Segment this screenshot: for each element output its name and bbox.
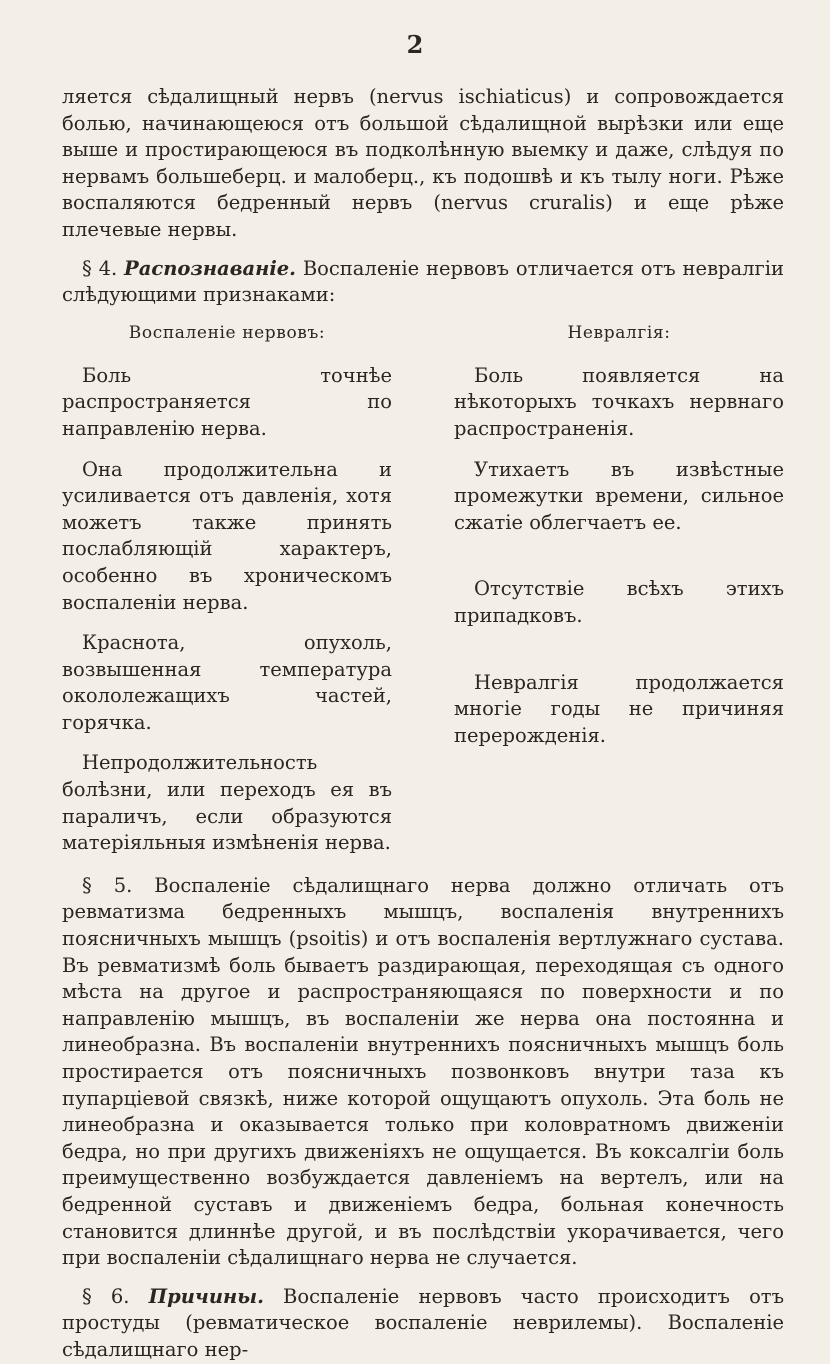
right-item: Невралгія продолжается многіе годы не причиняя перерожденія. <box>454 670 784 747</box>
section-6-paragraph <box>62 1284 784 1364</box>
section-5-paragraph <box>62 873 784 1272</box>
section-5-text: Воспаленіе сѣдалищнаго нерва должно отличать отъ ревматизма бедренныхъ мышцъ, воспаленія внутреннихъ поясничныхъ мышцъ (psoitis) и отъ воспаленія вертлужнаго сустава. Въ ревматизмѣ боль бываетъ раздирающая, переходящая съ одного мѣста на другое и распространяющаяся по поверхности и по направленію мышцъ, въ воспаленіи же нерва она постоянна и линеобразна. Въ воспаленіи внутреннихъ поясничныхъ мышцъ боль простирается отъ поясничныхъ позвонковъ внутри таза къ пупарціевой связкѣ, ниже которой ощущаютъ опухоль. Эта боль не линеобразна и оказывается только при коловратномъ движеніи бедра, но при другихъ движеніяхъ не ощущается. Въ коксалгіи боль преимущественно возбуждается давленіемъ на вертелъ, или на бедренной суставъ и движеніемъ бедра, больная конечность становится длиннѣе другой, и въ послѣдствіи укорачивается, чего при воспаленіи сѣдалищнаго нерва не случается. <box>62 873 784 1270</box>
section-6-heading: Причины. <box>148 1284 264 1308</box>
section-5-number: § 5. <box>82 873 133 897</box>
intro-paragraph: ляется сѣдалищный нервъ (nervus ischiaticus) и сопровождается болью, начинающеюся отъ большой сѣдалищной вырѣзки или еще выше и простирающеюся въ подколѣнную выемку и даже, слѣдуя по нервамъ большеберц. и малоберц., къ подошвѣ и къ тылу ноги. Рѣже воспаляются бедренный нервъ (nervus cruralis) и еще рѣже плечевые нервы. <box>62 85 784 241</box>
right-item: Утихаетъ въ извѣстные промежутки времени, сильное сжатіе облегчаетъ ее. <box>454 457 784 534</box>
left-column <box>62 323 392 871</box>
left-item: Краснота, опухоль, возвышенная температура окололежащихъ частей, горячка. <box>62 631 392 734</box>
section-4-number: § 4. <box>82 256 118 280</box>
section-4-text: Воспаленіе нервовъ отличается отъ невралгіи слѣдующими признаками: <box>62 256 784 307</box>
right-item: Отсутствіе всѣхъ этихъ припадковъ. <box>454 577 784 627</box>
right-item: Боль появляется на нѣкоторыхъ точкахъ нервнаго распространенія. <box>454 363 784 440</box>
section-4-heading: Распознаваніе. <box>124 256 296 280</box>
section-4-paragraph <box>62 256 784 309</box>
section-6-text: Воспаленіе нервовъ часто происходитъ отъ простуды (ревматическое воспаленіе неврилемы). Воспаленіе сѣдалищнаго нер- <box>62 1284 784 1361</box>
left-column-header: Воспаленіе нервовъ: <box>128 322 326 343</box>
left-item: Боль точнѣе распространяется по направленію нерва. <box>62 363 392 440</box>
page-number: 2 <box>406 30 424 59</box>
section-6-number: § 6. <box>82 1284 130 1308</box>
left-item: Она продолжительна и усиливается отъ давленія, хотя можетъ также принять послабляющій характеръ, особенно въ хроническомъ воспаленіи нерва. <box>62 457 392 614</box>
left-item: Непродолжительность болѣзни, или переходъ ея въ параличъ, если образуются матеріяльныя измѣненія нерва. <box>62 751 392 855</box>
comparison-columns <box>62 323 784 871</box>
page-body <box>62 84 784 1364</box>
right-column <box>454 323 784 871</box>
right-column-header: Невралгія: <box>567 322 671 343</box>
